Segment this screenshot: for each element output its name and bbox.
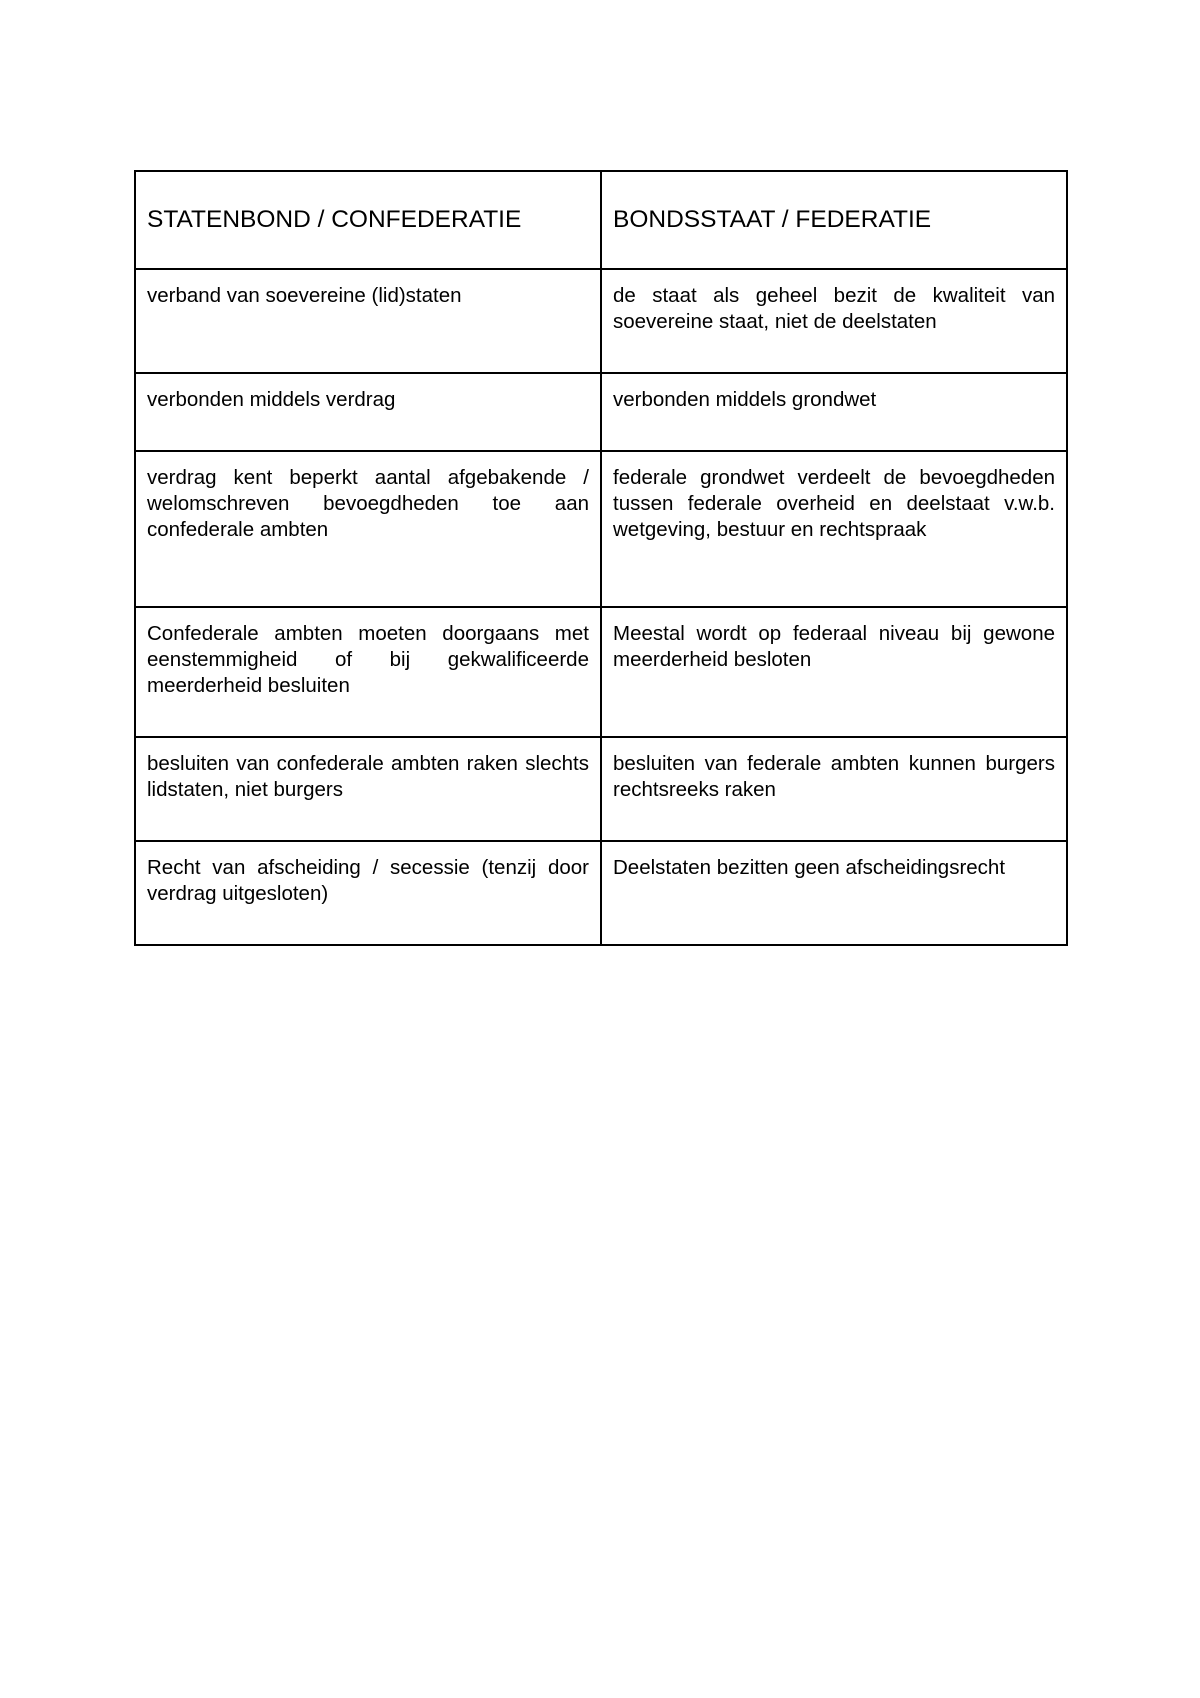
header-confederatie: STATENBOND / CONFEDERATIE bbox=[135, 171, 601, 269]
table-row bbox=[135, 269, 1067, 373]
table-cell-federatie: Meestal wordt op federaal niveau bij gewone meerderheid besloten bbox=[601, 607, 1067, 737]
table-header-row bbox=[135, 171, 1067, 269]
table-cell-confederatie: Recht van afscheiding / secessie (tenzij door verdrag uitgesloten) bbox=[135, 841, 601, 945]
table-cell-confederatie: verbonden middels verdrag bbox=[135, 373, 601, 451]
header-federatie: BONDSSTAAT / FEDERATIE bbox=[601, 171, 1067, 269]
table-cell-federatie: verbonden middels grondwet bbox=[601, 373, 1067, 451]
table-cell-federatie: federale grondwet verdeelt de bevoegdheden tussen federale overheid en deelstaat v.w.b. wetgeving, bestuur en rechtspraak bbox=[601, 451, 1067, 607]
table-cell-confederatie: besluiten van confederale ambten raken slechts lidstaten, niet burgers bbox=[135, 737, 601, 841]
comparison-table bbox=[134, 170, 1068, 946]
table-cell-confederatie: verdrag kent beperkt aantal afgebakende / welomschreven bevoegdheden toe aan confederale ambten bbox=[135, 451, 601, 607]
table-cell-federatie: Deelstaten bezitten geen afscheidingsrecht bbox=[601, 841, 1067, 945]
table-row bbox=[135, 451, 1067, 607]
table-row bbox=[135, 841, 1067, 945]
table-row bbox=[135, 737, 1067, 841]
table-cell-federatie: besluiten van federale ambten kunnen burgers rechtsreeks raken bbox=[601, 737, 1067, 841]
table-cell-confederatie: Confederale ambten moeten doorgaans met eenstemmigheid of bij gekwalificeerde meerderheid besluiten bbox=[135, 607, 601, 737]
table-row bbox=[135, 373, 1067, 451]
table-cell-confederatie: verband van soevereine (lid)staten bbox=[135, 269, 601, 373]
table-row bbox=[135, 607, 1067, 737]
table-cell-federatie: de staat als geheel bezit de kwaliteit van soevereine staat, niet de deelstaten bbox=[601, 269, 1067, 373]
